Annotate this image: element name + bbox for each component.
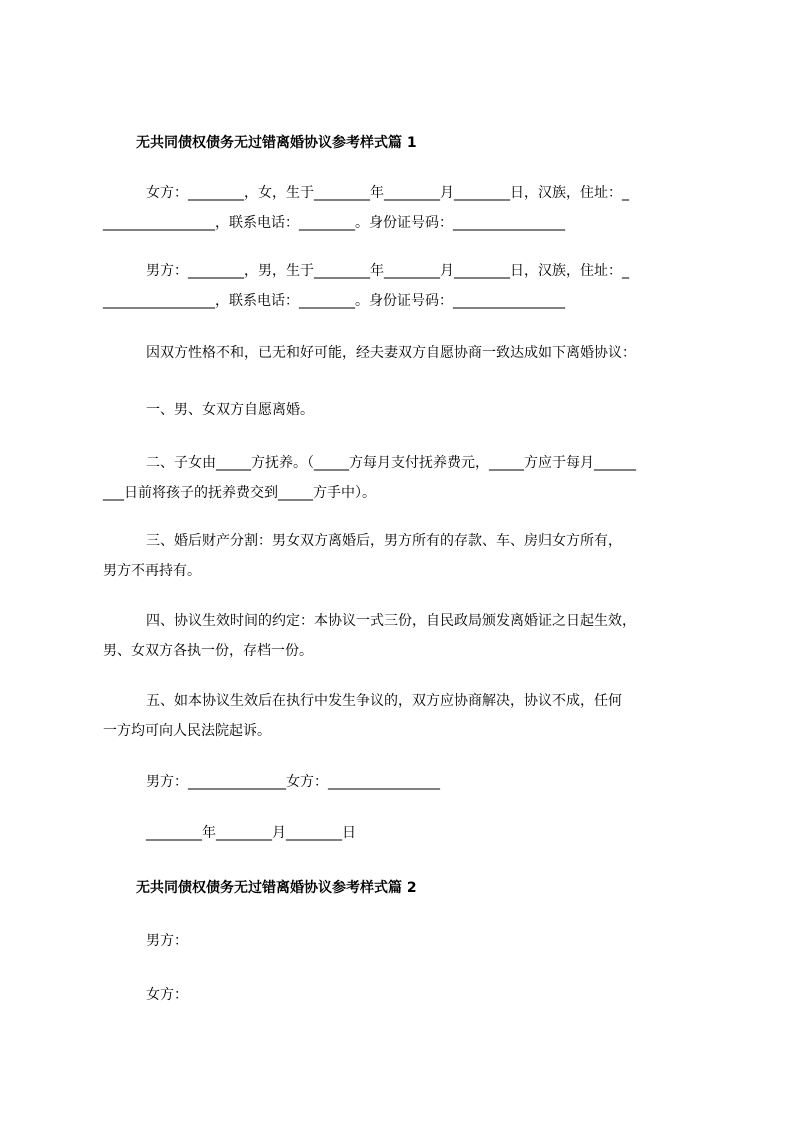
- clause-2-line-2: ___日前将孩子的抚养费交到_____方手中）。: [103, 485, 376, 501]
- male-party-line-2: ________________，联系电话：________。身份证号码：________________: [103, 293, 565, 309]
- intro-text: 因双方性格不和，已无和好可能，经夫妻双方自愿协商一致达成如下离婚协议：: [146, 345, 636, 361]
- clause-5-line-1: 五、如本协议生效后在执行中发生争议的，双方应协商解决，协议不成，任何: [146, 693, 622, 709]
- clause-5-paragraph: [103, 686, 703, 746]
- clause-2-paragraph: [103, 448, 703, 508]
- clause-1-text: 一、男、女双方自愿离婚。: [146, 402, 314, 418]
- female-party-line-2: ________________，联系电话：________。身份证号码：________________: [103, 215, 565, 231]
- section2-female-line: 女方：: [146, 987, 188, 1003]
- section2-male-line: 男方：: [146, 933, 188, 949]
- section2-title: 无共同债权债务无过错离婚协议参考样式篇 2: [136, 880, 417, 896]
- intro-paragraph: [103, 338, 703, 368]
- section1-title: 无共同债权债务无过错离婚协议参考样式篇 1: [136, 135, 417, 151]
- clause-3-line-2: 男方不再持有。: [103, 563, 201, 579]
- clause-1-paragraph: [103, 395, 703, 425]
- clause-2-line-1: 二、子女由_____方抚养。（_____方每月支付抚养费元，_____方应于每月______: [146, 455, 636, 471]
- clause-5-line-2: 一方均可向人民法院起诉。: [103, 723, 271, 739]
- female-party-paragraph: [103, 178, 703, 238]
- clause-3-line-1: 三、婚后财产分割：男女双方离婚后，男方所有的存款、车、房归女方所有，: [146, 533, 622, 549]
- signature-line: 男方：______________女方：________________: [146, 774, 440, 790]
- signature-paragraph: [103, 767, 703, 797]
- clause-3-paragraph: [103, 526, 703, 586]
- section2-male-paragraph: [103, 926, 703, 956]
- male-party-line-1: 男方：________，男，生于________年________月________日，汉族，住址：_: [146, 263, 629, 279]
- male-party-paragraph: [103, 256, 703, 316]
- section2-female-paragraph: [103, 980, 703, 1010]
- clause-4-line-2: 男、女双方各执一份，存档一份。: [103, 643, 313, 659]
- clause-4-line-1: 四、协议生效时间的约定：本协议一式三份，自民政局颁发离婚证之日起生效，: [146, 613, 636, 629]
- date-paragraph: [103, 818, 703, 848]
- date-line: ________年________月________日: [146, 825, 356, 841]
- female-party-line-1: 女方：________，女，生于________年________月________日，汉族，住址：_: [146, 185, 629, 201]
- clause-4-paragraph: [103, 606, 703, 666]
